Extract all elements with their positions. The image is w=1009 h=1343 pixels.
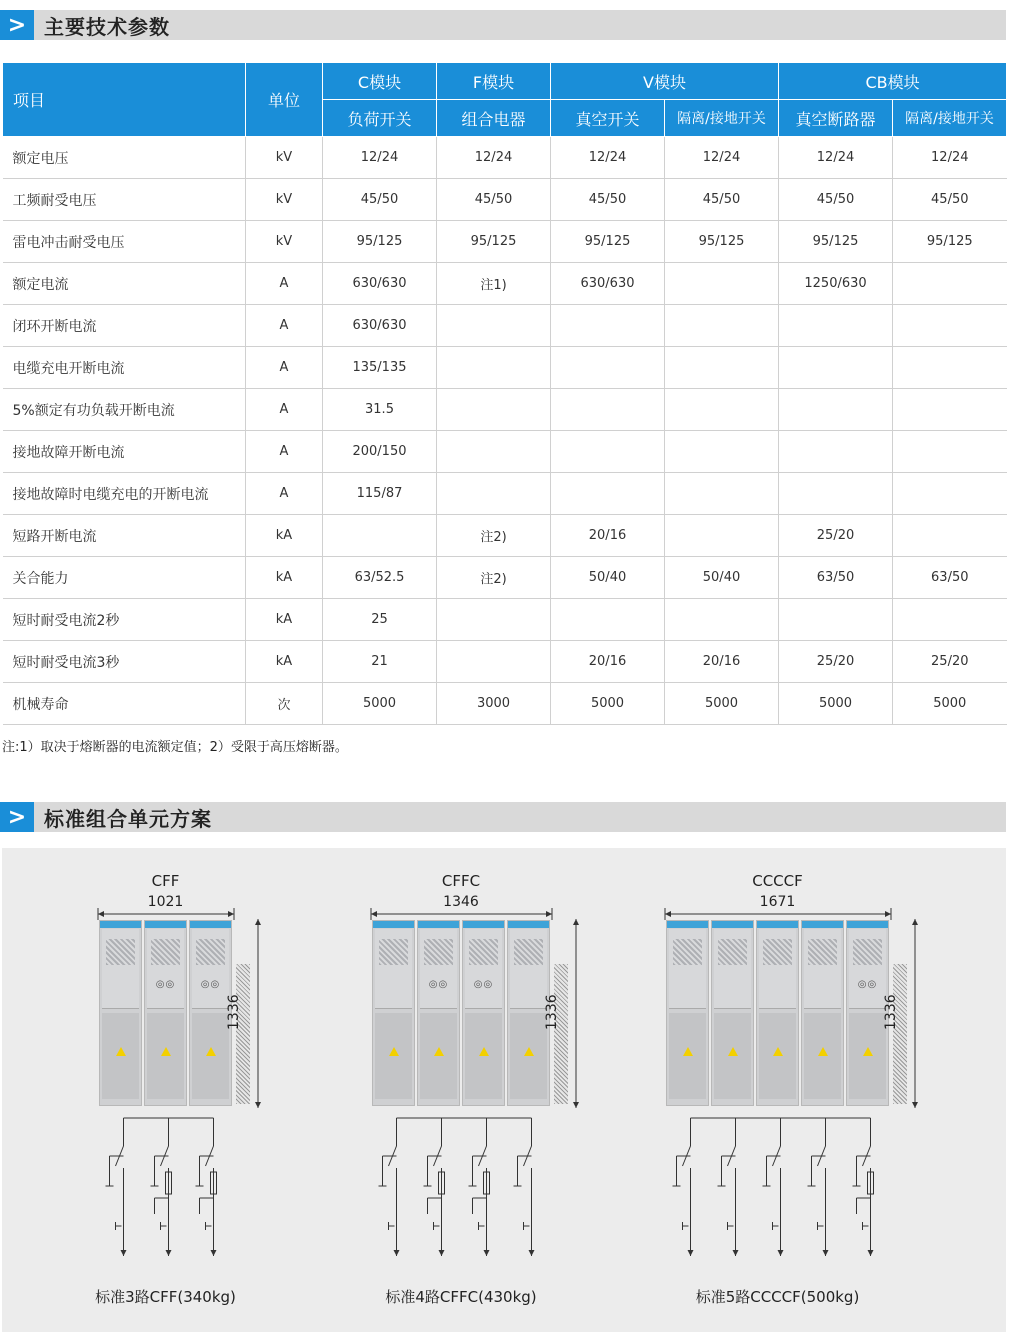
table-row [3, 431, 1007, 473]
scheme-title: CFF [151, 872, 180, 890]
header-sub: 负荷开关 [323, 100, 437, 137]
section-header-params [0, 10, 1006, 40]
header-group: V模块 [551, 63, 779, 100]
row-value: 20/16 [665, 641, 779, 683]
row-value [893, 515, 1007, 557]
row-value: 5000 [551, 683, 665, 725]
row-value [665, 473, 779, 515]
scheme-caption: 标准4路CFFC(430kg) [385, 1288, 537, 1306]
row-value [551, 599, 665, 641]
cabinet-unit [666, 920, 709, 1106]
scheme-height: 1336 [544, 994, 560, 1030]
row-value [665, 599, 779, 641]
row-value [893, 431, 1007, 473]
row-value: 115/87 [323, 473, 437, 515]
row-value [779, 599, 893, 641]
row-value: 3000 [437, 683, 551, 725]
row-value: 5000 [323, 683, 437, 725]
row-value [551, 389, 665, 431]
header-sub: 隔离/接地开关 [665, 100, 779, 137]
header-sub: 隔离/接地开关 [893, 100, 1007, 137]
row-value [551, 305, 665, 347]
row-unit: kA [246, 557, 323, 599]
row-value: 63/50 [779, 557, 893, 599]
row-value [779, 431, 893, 473]
row-value [551, 473, 665, 515]
row-value: 12/24 [437, 137, 551, 179]
row-value: 45/50 [551, 179, 665, 221]
height-dimension-line [252, 918, 264, 1110]
row-unit: A [246, 389, 323, 431]
row-value: 1250/630 [779, 263, 893, 305]
table-row [3, 683, 1007, 725]
table-row [3, 515, 1007, 557]
row-value [665, 389, 779, 431]
row-unit: kV [246, 221, 323, 263]
row-value: 5000 [893, 683, 1007, 725]
scheme-width: 1021 [147, 894, 184, 910]
row-value [437, 431, 551, 473]
row-label: 关合能力 [3, 557, 246, 599]
schemes-panel [2, 848, 1006, 1332]
row-value: 45/50 [893, 179, 1007, 221]
header-group: F模块 [437, 63, 551, 100]
table-row [3, 557, 1007, 599]
row-value: 20/16 [551, 515, 665, 557]
row-value: 95/125 [551, 221, 665, 263]
row-value: 5000 [665, 683, 779, 725]
scheme-width: 1671 [759, 894, 796, 910]
table-row [3, 263, 1007, 305]
row-label: 额定电压 [3, 137, 246, 179]
row-value [665, 305, 779, 347]
row-value [893, 347, 1007, 389]
row-value: 200/150 [323, 431, 437, 473]
row-label: 短路开断电流 [3, 515, 246, 557]
row-value: 12/24 [551, 137, 665, 179]
spec-table [2, 62, 1007, 725]
row-value: 12/24 [779, 137, 893, 179]
chevron-right-icon: > [0, 10, 34, 40]
row-value: 63/50 [893, 557, 1007, 599]
single-line-diagram [370, 1116, 562, 1266]
header-item: 项目 [3, 63, 246, 137]
row-value: 95/125 [893, 221, 1007, 263]
row-label: 机械寿命 [3, 683, 246, 725]
row-unit: kA [246, 599, 323, 641]
side-panel [554, 964, 568, 1104]
cabinet-unit [756, 920, 799, 1106]
header-sub: 真空断路器 [779, 100, 893, 137]
row-value: 12/24 [665, 137, 779, 179]
scheme-height: 1336 [226, 994, 242, 1030]
row-value: 630/630 [551, 263, 665, 305]
header-sub: 真空开关 [551, 100, 665, 137]
scheme-caption: 标准5路CCCCF(500kg) [695, 1288, 860, 1306]
scheme-height: 1336 [883, 994, 899, 1030]
table-row [3, 305, 1007, 347]
row-value [893, 599, 1007, 641]
row-value: 25/20 [779, 515, 893, 557]
scheme-title: CCCCF [752, 872, 803, 890]
cabinet-unit [372, 920, 415, 1106]
row-value: 45/50 [779, 179, 893, 221]
row-value: 50/40 [665, 557, 779, 599]
row-value: 5000 [779, 683, 893, 725]
row-value [779, 389, 893, 431]
row-value: 45/50 [665, 179, 779, 221]
scheme-width: 1346 [443, 894, 479, 910]
row-value [665, 263, 779, 305]
section-header-schemes [0, 802, 1006, 832]
row-value: 25/20 [779, 641, 893, 683]
row-label: 短时耐受电流3秒 [3, 641, 246, 683]
table-row [3, 641, 1007, 683]
row-unit: kA [246, 641, 323, 683]
chevron-right-icon: > [0, 802, 34, 832]
row-unit: A [246, 305, 323, 347]
cabinet-unit: ◎◎ [846, 920, 889, 1106]
cabinet-unit: ◎◎ [417, 920, 460, 1106]
row-value: 注1) [437, 263, 551, 305]
row-label: 闭环开断电流 [3, 305, 246, 347]
row-value [893, 305, 1007, 347]
row-value: 135/135 [323, 347, 437, 389]
header-sub: 组合电器 [437, 100, 551, 137]
row-value: 12/24 [323, 137, 437, 179]
row-unit: kV [246, 137, 323, 179]
table-row [3, 137, 1007, 179]
row-label: 接地故障开断电流 [3, 431, 246, 473]
height-dimension-line [570, 918, 582, 1110]
height-dimension-line [909, 918, 921, 1110]
row-value [437, 473, 551, 515]
row-value: 95/125 [779, 221, 893, 263]
row-label: 5%额定有功负载开断电流 [3, 389, 246, 431]
row-label: 雷电冲击耐受电压 [3, 221, 246, 263]
row-label: 电缆充电开断电流 [3, 347, 246, 389]
row-value: 50/40 [551, 557, 665, 599]
row-value: 12/24 [893, 137, 1007, 179]
row-value: 95/125 [437, 221, 551, 263]
row-value [437, 599, 551, 641]
row-value: 25/20 [893, 641, 1007, 683]
section-title: 主要技术参数 [44, 14, 170, 39]
row-value [437, 347, 551, 389]
row-value [323, 515, 437, 557]
row-value: 21 [323, 641, 437, 683]
row-value: 注2) [437, 515, 551, 557]
cabinet-unit: ◎◎ [144, 920, 187, 1106]
table-row [3, 221, 1007, 263]
header-group: CB模块 [779, 63, 1007, 100]
row-value: 注2) [437, 557, 551, 599]
scheme-title: CFFC [441, 872, 481, 890]
side-panel [893, 964, 907, 1104]
row-value [779, 347, 893, 389]
row-value [893, 473, 1007, 515]
table-row [3, 473, 1007, 515]
single-line-diagram [97, 1116, 244, 1266]
row-unit: A [246, 263, 323, 305]
row-value [551, 431, 665, 473]
header-group: C模块 [323, 63, 437, 100]
row-value [437, 389, 551, 431]
header-unit: 单位 [246, 63, 323, 137]
row-value: 25 [323, 599, 437, 641]
row-value: 95/125 [665, 221, 779, 263]
cabinet-unit [711, 920, 754, 1106]
row-label: 短时耐受电流2秒 [3, 599, 246, 641]
row-value: 20/16 [551, 641, 665, 683]
single-line-diagram [664, 1116, 901, 1266]
row-value [893, 263, 1007, 305]
table-row [3, 179, 1007, 221]
row-value [893, 389, 1007, 431]
side-panel [236, 964, 250, 1104]
row-value: 630/630 [323, 305, 437, 347]
row-unit: kV [246, 179, 323, 221]
row-value [779, 305, 893, 347]
row-unit: A [246, 347, 323, 389]
cabinet-unit: ◎◎ [189, 920, 232, 1106]
row-label: 接地故障时电缆充电的开断电流 [3, 473, 246, 515]
row-value [437, 305, 551, 347]
row-value: 31.5 [323, 389, 437, 431]
table-row [3, 347, 1007, 389]
scheme-caption: 标准3路CFF(340kg) [95, 1288, 236, 1306]
row-value [665, 515, 779, 557]
table-row [3, 599, 1007, 641]
cabinet-unit [99, 920, 142, 1106]
row-value: 95/125 [323, 221, 437, 263]
section-title: 标准组合单元方案 [44, 806, 212, 831]
row-unit: A [246, 431, 323, 473]
row-value [437, 641, 551, 683]
cabinet-unit [801, 920, 844, 1106]
row-value [665, 431, 779, 473]
table-row [3, 389, 1007, 431]
row-value [665, 347, 779, 389]
row-value: 45/50 [437, 179, 551, 221]
row-unit: kA [246, 515, 323, 557]
row-value: 63/52.5 [323, 557, 437, 599]
row-value: 45/50 [323, 179, 437, 221]
row-label: 额定电流 [3, 263, 246, 305]
row-label: 工频耐受电压 [3, 179, 246, 221]
row-unit: A [246, 473, 323, 515]
table-note: 注:1）取决于熔断器的电流额定值；2）受限于高压熔断器。 [2, 740, 348, 755]
cabinet-unit: ◎◎ [462, 920, 505, 1106]
row-value: 630/630 [323, 263, 437, 305]
row-value [551, 347, 665, 389]
row-unit: 次 [246, 683, 323, 725]
row-value [779, 473, 893, 515]
